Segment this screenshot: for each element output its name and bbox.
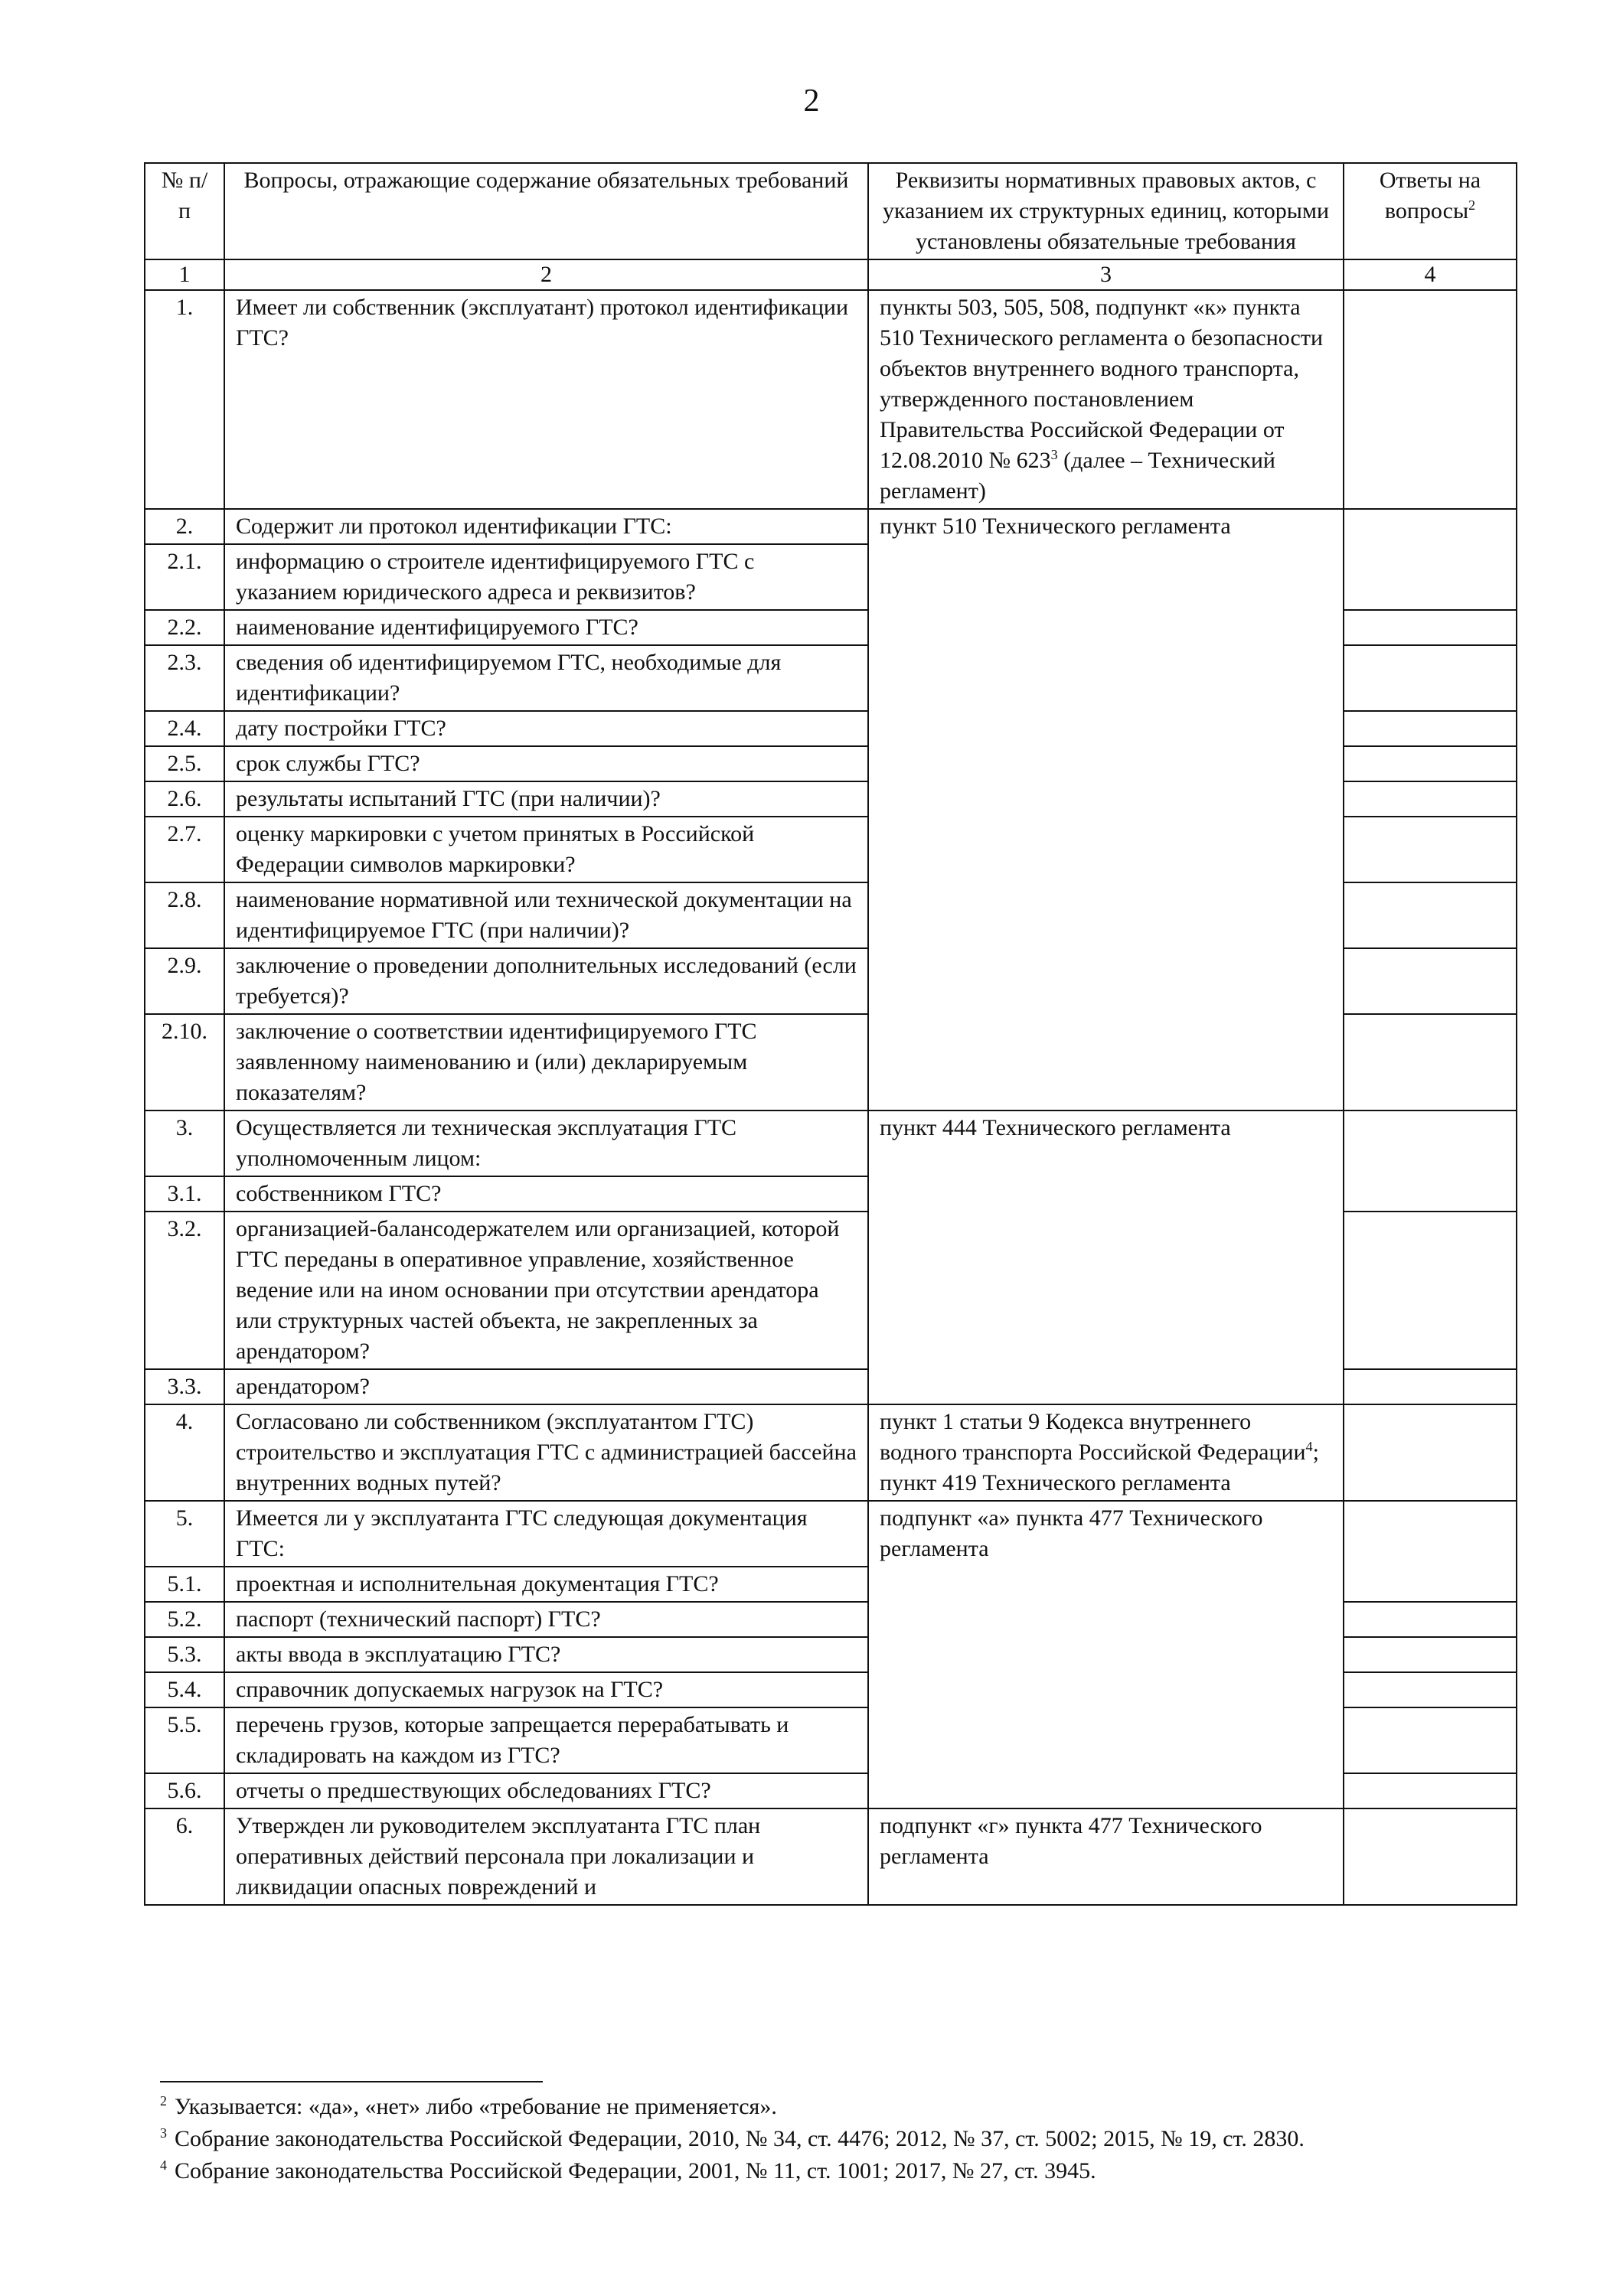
row-number: 3.1. bbox=[145, 1176, 224, 1212]
row-requisites bbox=[868, 1404, 1344, 1501]
footnote-mark: 3 bbox=[160, 2125, 167, 2141]
row-question: отчеты о предшествующих обследованиях ГТС? bbox=[224, 1773, 868, 1808]
answer-cell[interactable] bbox=[1344, 610, 1517, 645]
footnote bbox=[160, 2123, 1538, 2155]
row-number: 2.10. bbox=[145, 1014, 224, 1110]
header-number: № п/п bbox=[145, 163, 224, 259]
row-question: Осуществляется ли техническая эксплуатация ГТС уполномоченным лицом: bbox=[224, 1110, 868, 1176]
row-question: заключение о соответствии идентифицируемого ГТС заявленному наименованию и (или) декларируемым показателям? bbox=[224, 1014, 868, 1110]
answer-cell[interactable] bbox=[1344, 882, 1517, 948]
row-requisites: пункт 510 Технического регламента bbox=[868, 509, 1344, 1110]
row-question: наименование идентифицируемого ГТС? bbox=[224, 610, 868, 645]
answer-cell[interactable] bbox=[1344, 948, 1517, 1014]
answer-cell[interactable] bbox=[1344, 1773, 1517, 1808]
answer-cell[interactable] bbox=[1344, 1808, 1517, 1905]
answer-cell[interactable] bbox=[1344, 1110, 1517, 1212]
row-number: 1. bbox=[145, 290, 224, 509]
answer-cell[interactable] bbox=[1344, 746, 1517, 781]
row-question: акты ввода в эксплуатацию ГТС? bbox=[224, 1637, 868, 1672]
row-question: арендатором? bbox=[224, 1369, 868, 1404]
row-number: 5.3. bbox=[145, 1637, 224, 1672]
header-answers bbox=[1344, 163, 1517, 259]
row-question: паспорт (технический паспорт) ГТС? bbox=[224, 1602, 868, 1637]
requisite-text: (далее – Технический регламент) bbox=[880, 448, 1275, 504]
header-question: Вопросы, отражающие содержание обязательных требований bbox=[224, 163, 868, 259]
row-question: Имеется ли у эксплуатанта ГТС следующая документация ГТС: bbox=[224, 1501, 868, 1567]
table-row bbox=[145, 509, 1517, 544]
row-question: перечень грузов, которые запрещается перерабатывать и складировать на каждом из ГТС? bbox=[224, 1707, 868, 1773]
answer-cell[interactable] bbox=[1344, 645, 1517, 711]
answer-cell[interactable] bbox=[1344, 1707, 1517, 1773]
footnote bbox=[160, 2155, 1538, 2187]
row-requisites: подпункт «г» пункта 477 Технического регламента bbox=[868, 1808, 1344, 1905]
footnote-text: Собрание законодательства Российской Федерации, 2010, № 34, ст. 4476; 2012, № 37, ст. 5002; 2015, № 19, ст. 2830. bbox=[175, 2126, 1305, 2151]
row-number: 2.6. bbox=[145, 781, 224, 817]
row-question: дату постройки ГТС? bbox=[224, 711, 868, 746]
row-number: 2.8. bbox=[145, 882, 224, 948]
answer-cell[interactable] bbox=[1344, 1501, 1517, 1602]
answer-cell[interactable] bbox=[1344, 1602, 1517, 1637]
row-question: срок службы ГТС? bbox=[224, 746, 868, 781]
answer-cell[interactable] bbox=[1344, 1212, 1517, 1369]
row-question: Согласовано ли собственником (эксплуатантом ГТС) строительство и эксплуатация ГТС с администрацией бассейна внутренних водных путей? bbox=[224, 1404, 868, 1501]
row-number: 2.4. bbox=[145, 711, 224, 746]
footnote-mark: 4 bbox=[1305, 1439, 1313, 1454]
row-question: результаты испытаний ГТС (при наличии)? bbox=[224, 781, 868, 817]
answer-cell[interactable] bbox=[1344, 1637, 1517, 1672]
row-question: оценку маркировки с учетом принятых в Российской Федерации символов маркировки? bbox=[224, 817, 868, 882]
row-number: 5.4. bbox=[145, 1672, 224, 1707]
row-question: сведения об идентифицируемом ГТС, необходимые для идентификации? bbox=[224, 645, 868, 711]
row-question: Утвержден ли руководителем эксплуатанта ГТС план оперативных действий персонала при локализации и ликвидации опасных повреждений и bbox=[224, 1808, 868, 1905]
footnote-text: Собрание законодательства Российской Федерации, 2001, № 11, ст. 1001; 2017, № 27, ст. 3945. bbox=[175, 2158, 1096, 2183]
row-number: 5.6. bbox=[145, 1773, 224, 1808]
row-number: 4. bbox=[145, 1404, 224, 1501]
row-question: заключение о проведении дополнительных исследований (если требуется)? bbox=[224, 948, 868, 1014]
row-question: Содержит ли протокол идентификации ГТС: bbox=[224, 509, 868, 544]
row-requisites bbox=[868, 290, 1344, 509]
row-question: организацией-балансодержателем или организацией, которой ГТС переданы в оперативное управление, хозяйственное ведение или на ином основании при отсутствии арендатора или структурных частей объекта, не закрепленных за арендатором? bbox=[224, 1212, 868, 1369]
row-question: собственником ГТС? bbox=[224, 1176, 868, 1212]
answer-cell[interactable] bbox=[1344, 817, 1517, 882]
row-number: 2.9. bbox=[145, 948, 224, 1014]
requisite-text: пункт 1 статьи 9 Кодекса внутреннего водного транспорта Российской Федерации bbox=[880, 1409, 1306, 1465]
row-number: 2.3. bbox=[145, 645, 224, 711]
footnotes bbox=[160, 2091, 1538, 2187]
answer-cell[interactable] bbox=[1344, 711, 1517, 746]
requisite-text: пункты 503, 505, 508, подпункт «к» пункта 510 Технического регламента о безопасности объектов внутреннего водного транспорта, утвержденного постановлением Правительства Российской Федерации от 12.08.2010 № 623 bbox=[880, 295, 1324, 473]
column-number: 3 bbox=[868, 259, 1344, 290]
row-number: 2.2. bbox=[145, 610, 224, 645]
requirements-table bbox=[144, 162, 1517, 1906]
column-number-row bbox=[145, 259, 1517, 290]
answer-cell[interactable] bbox=[1344, 509, 1517, 610]
requisite-text: пункт 419 Технического регламента bbox=[880, 1470, 1231, 1495]
footnote bbox=[160, 2091, 1538, 2123]
answer-cell[interactable] bbox=[1344, 1369, 1517, 1404]
row-question: проектная и исполнительная документация ГТС? bbox=[224, 1567, 868, 1602]
page-number: 2 bbox=[803, 83, 820, 119]
answer-cell[interactable] bbox=[1344, 1672, 1517, 1707]
row-number: 5.2. bbox=[145, 1602, 224, 1637]
table-row bbox=[145, 1808, 1517, 1905]
row-number: 6. bbox=[145, 1808, 224, 1905]
row-question: наименование нормативной или технической документации на идентифицируемое ГТС (при наличии)? bbox=[224, 882, 868, 948]
header-requisites: Реквизиты нормативных правовых актов, с указанием их структурных единиц, которыми установлены обязательные требования bbox=[868, 163, 1344, 259]
row-number: 5. bbox=[145, 1501, 224, 1567]
answer-cell[interactable] bbox=[1344, 781, 1517, 817]
row-number: 3. bbox=[145, 1110, 224, 1176]
header-answers-label: Ответы на вопросы bbox=[1379, 168, 1481, 223]
column-number: 2 bbox=[224, 259, 868, 290]
row-number: 2.1. bbox=[145, 544, 224, 610]
row-number: 2.7. bbox=[145, 817, 224, 882]
row-question: Имеет ли собственник (эксплуатант) протокол идентификации ГТС? bbox=[224, 290, 868, 509]
row-number: 3.3. bbox=[145, 1369, 224, 1404]
row-question: справочник допускаемых нагрузок на ГТС? bbox=[224, 1672, 868, 1707]
row-number: 5.1. bbox=[145, 1567, 224, 1602]
table-row bbox=[145, 290, 1517, 509]
row-requisites: подпункт «а» пункта 477 Технического регламента bbox=[868, 1501, 1344, 1808]
table-row bbox=[145, 1501, 1517, 1567]
answer-cell[interactable] bbox=[1344, 1014, 1517, 1110]
table-row bbox=[145, 1110, 1517, 1176]
answer-cell[interactable] bbox=[1344, 290, 1517, 509]
requisite-text: ; bbox=[1312, 1440, 1319, 1465]
answer-cell[interactable] bbox=[1344, 1404, 1517, 1501]
footnote-mark: 3 bbox=[1050, 447, 1058, 462]
footnote-mark: 4 bbox=[160, 2157, 167, 2173]
row-number: 2.5. bbox=[145, 746, 224, 781]
row-number: 3.2. bbox=[145, 1212, 224, 1369]
row-requisites: пункт 444 Технического регламента bbox=[868, 1110, 1344, 1404]
footnote-separator bbox=[160, 2081, 543, 2082]
footnote-mark: 2 bbox=[160, 2093, 167, 2108]
column-number: 4 bbox=[1344, 259, 1517, 290]
table-header-row bbox=[145, 163, 1517, 259]
row-number: 2. bbox=[145, 509, 224, 544]
footnote-mark: 2 bbox=[1468, 197, 1476, 213]
row-number: 5.5. bbox=[145, 1707, 224, 1773]
table-row bbox=[145, 1404, 1517, 1501]
footnote-text: Указывается: «да», «нет» либо «требование не применяется». bbox=[175, 2094, 777, 2119]
row-question: информацию о строителе идентифицируемого ГТС с указанием юридического адреса и реквизитов? bbox=[224, 544, 868, 610]
column-number: 1 bbox=[145, 259, 224, 290]
